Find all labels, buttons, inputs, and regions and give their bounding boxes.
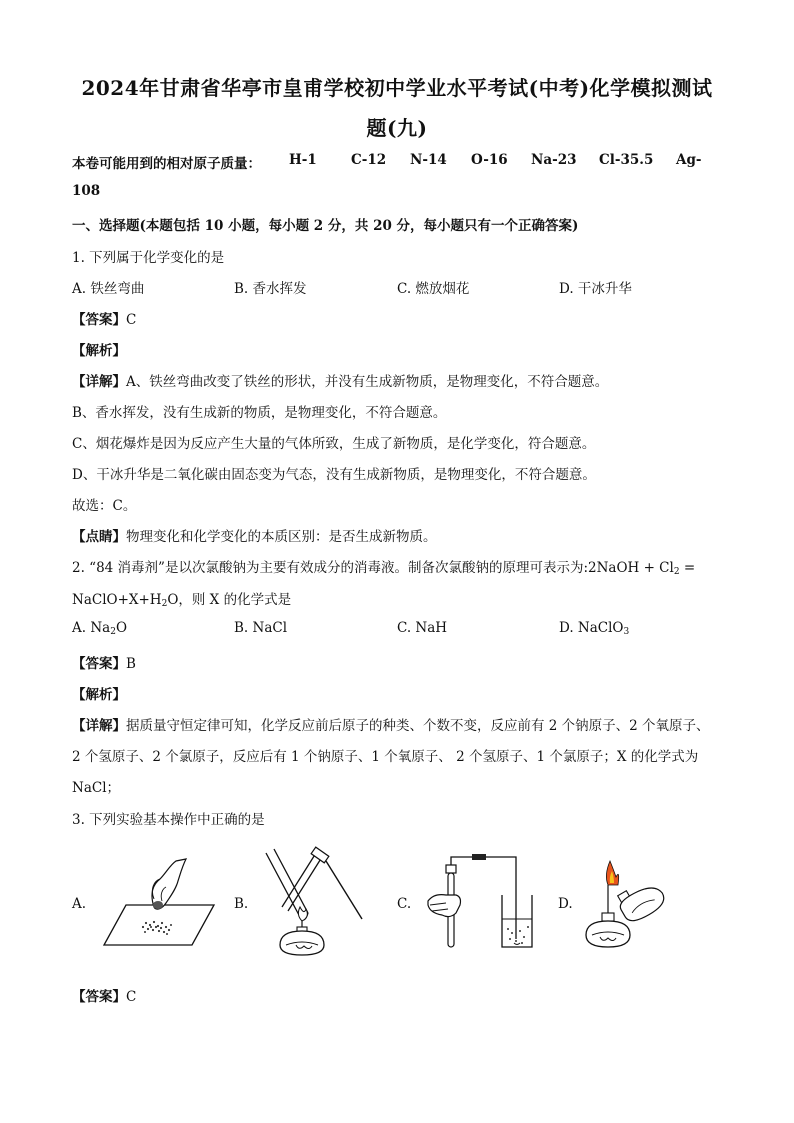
answer-tag: 【答案】 [72,312,126,328]
atomic-mass-item: Ag- [676,152,702,168]
figure-label-b: B. [234,896,249,912]
subscript: 3 [623,627,630,637]
stem-text: O，则 X 的化学式是 [167,592,292,608]
answer-value: B [126,656,136,672]
question-2-stem-line1 [72,556,695,577]
stem-text: 2. “84 消毒剂”是以次氯酸钠为主要有效成分的消毒液。制备次氯酸钠的原理可表示为:2NaOH + Cl [72,560,674,576]
atomic-mass-item: H-1 [289,152,317,168]
question-2-option-c: C. NaH [397,620,448,636]
question-2-detail-line [72,714,710,734]
question-2-detail-line: 2 个氢原子、2 个氯原子，反应后有 1 个钠原子、1 个氧原子、 2 个氢原子、1 个氯原子；X 的化学式为 [72,749,699,765]
detail-text: A、铁丝弯曲改变了铁丝的形状，并没有生成新物质，是物理变化，不符合题意。 [126,374,609,390]
atomic-mass-wrap: 108 [72,183,101,199]
atomic-mass-item: O-16 [471,152,508,168]
question-3-stem: 3. 下列实验基本操作中正确的是 [72,812,265,828]
question-2-analysis-tag: 【解析】 [72,687,126,703]
figure-label-d: D. [558,896,573,912]
figure-c-airtightness-check [420,853,545,953]
option-text: D. NaClO [559,620,624,636]
document-title-line1: 2024年甘肃省华亭市皇甫学校初中学业水平考试(中考)化学模拟测试 [81,76,713,100]
question-1-stem: 1. 下列属于化学变化的是 [72,250,225,266]
atomic-mass-item: Na-23 [531,152,577,168]
question-1-detail-line: B、香水挥发，没有生成新的物质，是物理变化，不符合题意。 [72,405,447,421]
question-2-detail-line: NaCl； [72,780,121,796]
question-2-option-b: B. NaCl [234,620,288,636]
figure-label-a: A. [72,896,87,912]
figure-a-hand-taking-solid [96,855,226,950]
question-1-answer [72,308,136,328]
subscript: 2 [673,567,680,577]
atomic-mass-item: C-12 [351,152,387,168]
option-text: O [115,620,128,636]
atomic-mass-label: 本卷可能用到的相对原子质量： [72,156,261,172]
question-1-detail-line [72,370,608,390]
detail-tag: 【详解】 [72,718,126,734]
stem-text: NaClO+X+H [72,592,162,608]
detail-tag: 【详解】 [72,374,126,390]
point-text: 物理变化和化学变化的本质区别：是否生成新物质。 [126,529,437,545]
question-1-option-d: D. 干冰升华 [559,281,632,297]
question-1-analysis-tag: 【解析】 [72,343,126,359]
option-text: A. Na [72,620,111,636]
atomic-mass-item: Cl-35.5 [599,152,654,168]
document-title-line2: 题(九) [366,116,428,140]
figure-d-lighting-alcohol-lamp [578,855,668,955]
question-1-option-c: C. 燃放烟花 [397,281,470,297]
detail-text: 据质量守恒定律可知，化学反应前后原子的种类、个数不变，反应前有 2 个钠原子、2 个氧原子、 [126,718,710,734]
question-3-answer [72,985,136,1005]
question-1-detail-line: D、干冰升华是二氧化碳由固态变为气态，没有生成新物质，是物理变化，不符合题意。 [72,467,596,483]
figure-b-heating-test-tube [256,845,376,960]
point-tag: 【点睛】 [72,529,126,545]
question-2-answer [72,652,136,672]
subscript: 2 [161,599,168,609]
question-2-stem-line2 [72,588,291,609]
question-2-option-a [72,620,127,637]
question-1-option-b: B. 香水挥发 [234,281,307,297]
question-1-point [72,525,437,545]
question-1-detail-line: C、烟花爆炸是因为反应产生大量的气体所致，生成了新物质，是化学变化，符合题意。 [72,436,596,452]
question-2-option-d [559,620,629,637]
figure-label-c: C. [397,896,412,912]
stem-text: = [679,560,696,576]
answer-tag: 【答案】 [72,989,126,1005]
question-1-option-a: A. 铁丝弯曲 [72,281,145,297]
atomic-mass-item: N-14 [410,152,447,168]
answer-value: C [126,312,137,328]
answer-tag: 【答案】 [72,656,126,672]
question-1-conclusion: 故选：C。 [72,498,137,514]
answer-value: C [126,989,137,1005]
subscript: 2 [110,627,116,637]
section-heading: 一、选择题(本题包括 10 小题，每小题 2 分，共 20 分，每小题只有一个正确答案) [72,218,579,234]
